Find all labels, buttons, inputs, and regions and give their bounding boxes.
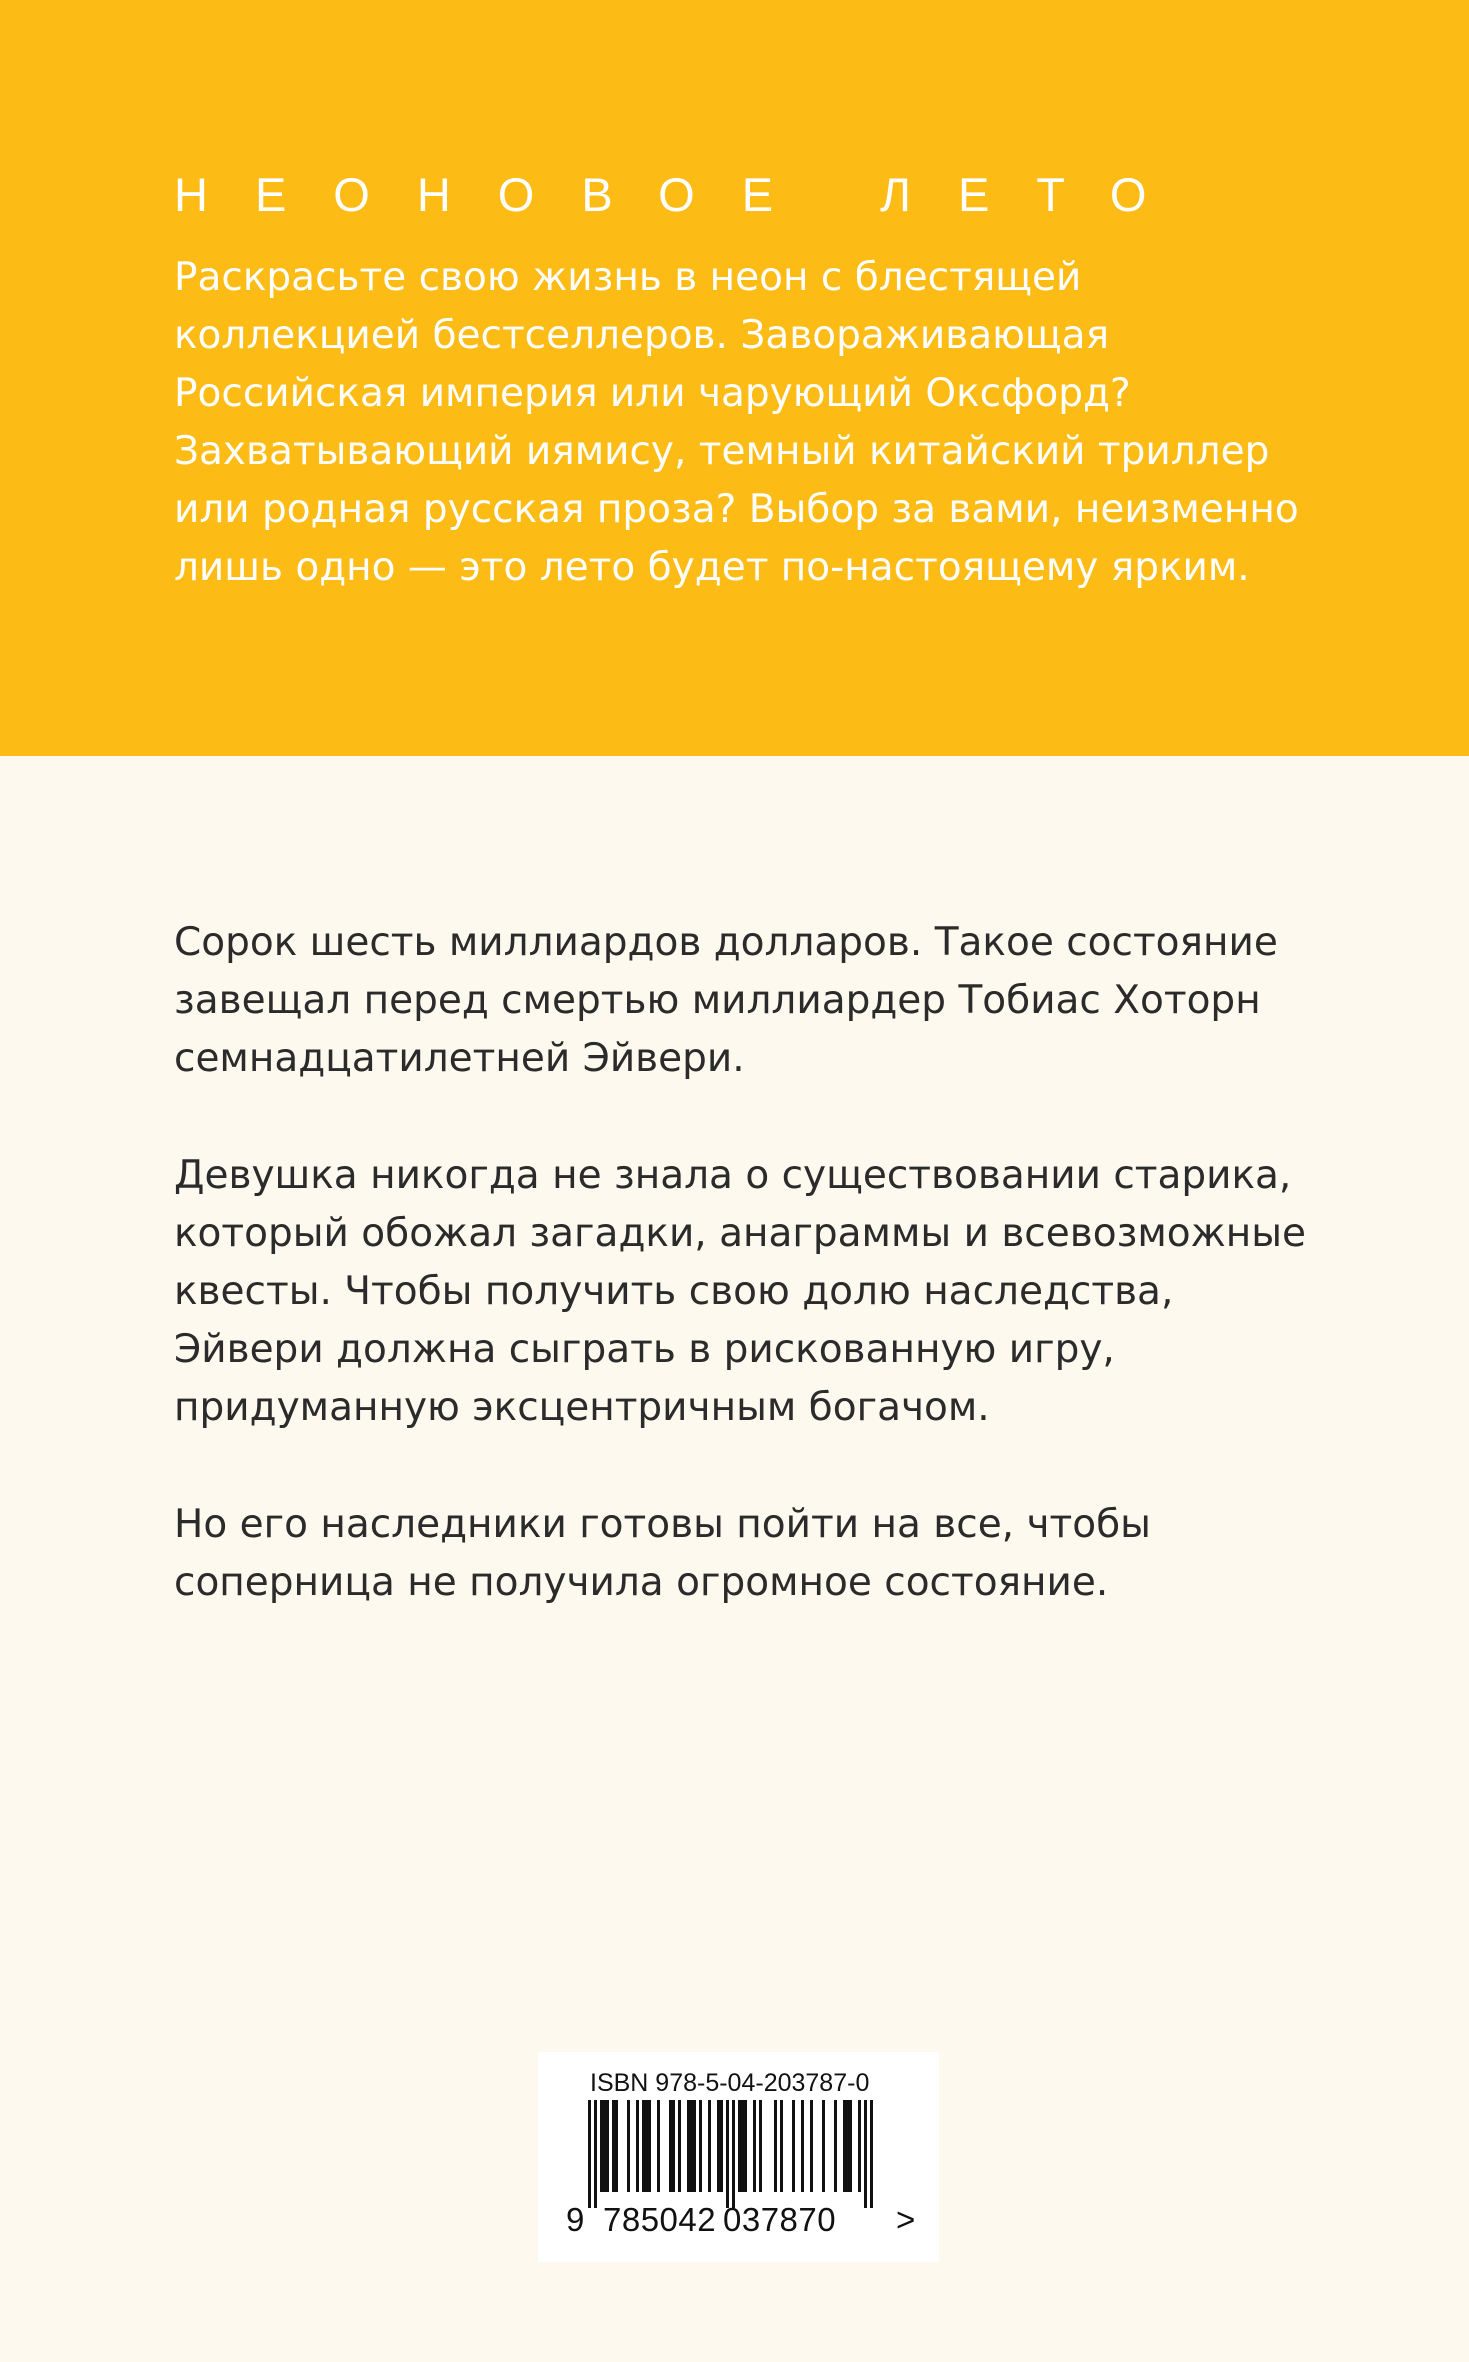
barcode-bar — [612, 2100, 615, 2192]
barcode-bar — [810, 2100, 813, 2192]
series-description: Раскрасьте свою жизнь в неон с блестящей коллекцией бестселлеров. Завораживающая Российская империя или чарующий Оксфорд? Захватывающий иямису, темный китайский триллер или родная русская проза? Выбор за вами, неизменно лишь одно — это лето будет по-настоящему ярким. — [174, 255, 1299, 590]
ean-quiet-zone-arrow: > — [896, 2201, 916, 2238]
barcode-bar — [792, 2100, 795, 2192]
barcode-bar — [801, 2100, 804, 2192]
barcode-bar — [849, 2100, 852, 2192]
barcode-bar — [759, 2100, 762, 2192]
barcode-bar — [822, 2100, 825, 2192]
barcode-bar — [708, 2100, 711, 2192]
barcode-panel — [538, 2052, 939, 2262]
barcode-bar — [738, 2100, 741, 2192]
barcode-bar — [636, 2100, 639, 2192]
barcode-bar — [858, 2100, 861, 2192]
barcode-bar — [627, 2100, 630, 2192]
annotation-paragraph-1: Сорок шесть миллиардов долларов. Такое состояние завещал перед смертью миллиардер Тобиас Хоторн семнадцатилетней Эйвери. — [174, 920, 1278, 1081]
barcode-bar — [642, 2100, 645, 2192]
barcode-bar — [834, 2100, 837, 2192]
barcode-bar — [603, 2100, 606, 2192]
barcode-bar — [720, 2100, 723, 2192]
barcode-bar — [657, 2100, 660, 2192]
ean-left-group: 785042 — [603, 2201, 717, 2238]
isbn-label: ISBN 978-5-04-203787-0 — [590, 2069, 870, 2097]
barcode-bar — [744, 2100, 747, 2192]
series-title: НЕОНОВОЕ ЛЕТО — [174, 168, 1194, 221]
barcode-bar — [693, 2100, 696, 2192]
barcode-bar — [678, 2100, 681, 2192]
book-annotation — [174, 914, 1334, 1671]
barcode-bar — [741, 2100, 744, 2192]
ean-first-digit: 9 — [566, 2201, 585, 2238]
barcode-bar — [846, 2100, 849, 2192]
barcode-bar — [648, 2100, 651, 2192]
barcode-bar — [672, 2100, 675, 2192]
barcode-bar — [669, 2100, 672, 2192]
barcode-bar — [870, 2100, 873, 2208]
barcode-bar — [600, 2100, 603, 2192]
ean-right-group: 037870 — [723, 2201, 837, 2238]
annotation-paragraph-3: Но его наследники готовы пойти на все, чтобы соперница не получила огромное состояние. — [174, 1502, 1151, 1605]
barcode-bar — [588, 2100, 591, 2208]
barcode-bar — [615, 2100, 618, 2192]
barcode-bar — [864, 2100, 867, 2208]
barcode-bar — [717, 2100, 720, 2192]
barcode-bar — [843, 2100, 846, 2192]
barcode-bar — [732, 2100, 735, 2208]
barcode-bar — [774, 2100, 777, 2192]
barcode-bar — [645, 2100, 648, 2192]
series-band — [0, 0, 1469, 756]
barcode-bar — [726, 2100, 729, 2208]
barcode-bar — [753, 2100, 756, 2192]
annotation-paragraph-2: Девушка никогда не знала о существовании старика, который обожал загадки, анаграммы и всевозможные квесты. Чтобы получить свою долю наследства, Эйвери должна сыграть в рискованную игру, придуманную эксцентричным богачом. — [174, 1153, 1307, 1430]
barcode-bars — [588, 2100, 888, 2210]
barcode-bar — [780, 2100, 783, 2192]
barcode-bar — [606, 2100, 609, 2192]
barcode-bar — [687, 2100, 690, 2192]
barcode-bar — [690, 2100, 693, 2192]
barcode-bar — [699, 2100, 702, 2192]
barcode-bar — [594, 2100, 597, 2208]
